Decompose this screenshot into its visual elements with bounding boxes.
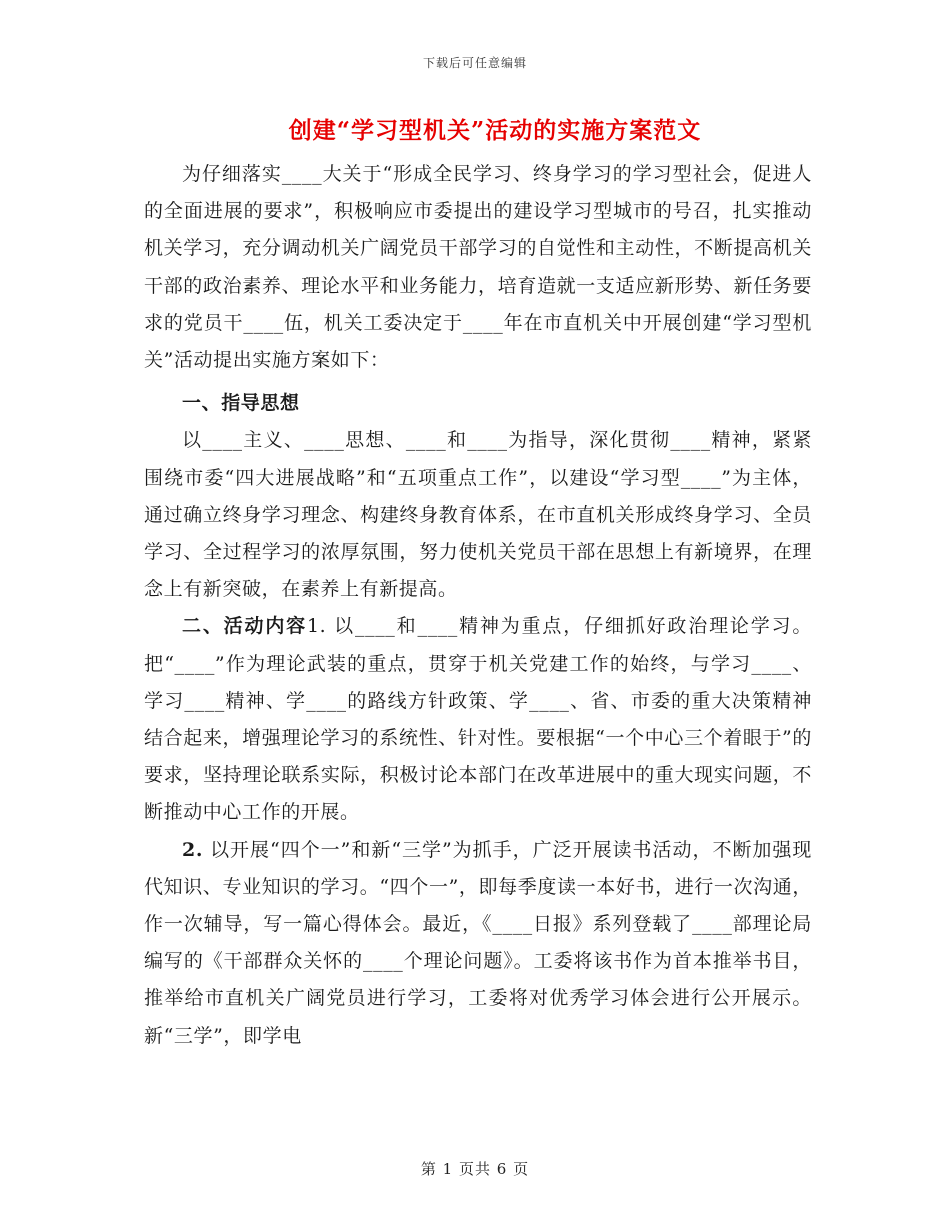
activity-item-2-number: 2. [182,838,204,861]
section-heading-activity-content: 二、活动内容 [182,615,307,638]
activity-item-2: 以开展“四个一”和新“三学”为抓手，广泛开展读书活动，不断加强现代知识、专业知识的学习。“四个一”，即每季度读一本好书，进行一次沟通，作一次辅导，写一篇心得体会。最近，《____日报》系列登载了____部理论局编写的《干部群众关怀的____个理论问题》。工委将该书作为首本推举书目，推举给市直机关广阔党员进行学习，工委将对优秀学习体会进行公开展示。新“三学”，即学电 [144,838,812,1047]
guiding-thought-paragraph: 以____主义、____思想、____和____为指导，深化贯彻____精神，紧紧围绕市委“四大进展战略”和“五项重点工作”，以建设“学习型____”为主体，通过确立终身学习理念、构建终身教育体系，在市直机关形成终身学习、全员学习、全过程学习的浓厚氛围，努力使机关党员干部在思想上有新境界，在理念上有新突破，在素养上有新提高。 [144,429,812,601]
activity-item-2-paragraph [144,832,812,1055]
document-body [144,156,812,1055]
intro-paragraph: 为仔细落实____大关于“形成全民学习、终身学习的学习型社会，促进人的全面进展的要求”，积极响应市委提出的建设学习型城市的号召，扎实推动机关学习，充分调动机关广阔党员干部学习的自觉性和主动性，不断提高机关干部的政治素养、理论水平和业务能力，培育造就一支适应新形势、新任务要求的党员干____伍，机关工委决定于____年在市直机关中开展创建“学习型机关”活动提出实施方案如下： [144,163,812,372]
page-number: 第 1 页共 6 页 [420,1160,530,1178]
document-title: 创建“学习型机关”活动的实施方案范文 [288,117,702,144]
activity-content-paragraph [144,608,812,831]
activity-item-1: 1. 以____和____精神为重点，仔细抓好政治理论学习。把“____”作为理论武装的重点，贯穿于机关党建工作的始终，与学习____、学习____精神、学____的路线方针政策、学____、省、市委的重大决策精神结合起来，增强理论学习的系统性、针对性。要根据“一个中心三个着眼于”的要求，坚持理论联系实际，积极讨论本部门在改革进展中的重大现实问题，不断推动中心工作的开展。 [144,615,812,824]
section-heading-guiding-thought: 一、指导思想 [182,392,300,415]
header-note: 下载后可任意编辑 [422,56,527,70]
